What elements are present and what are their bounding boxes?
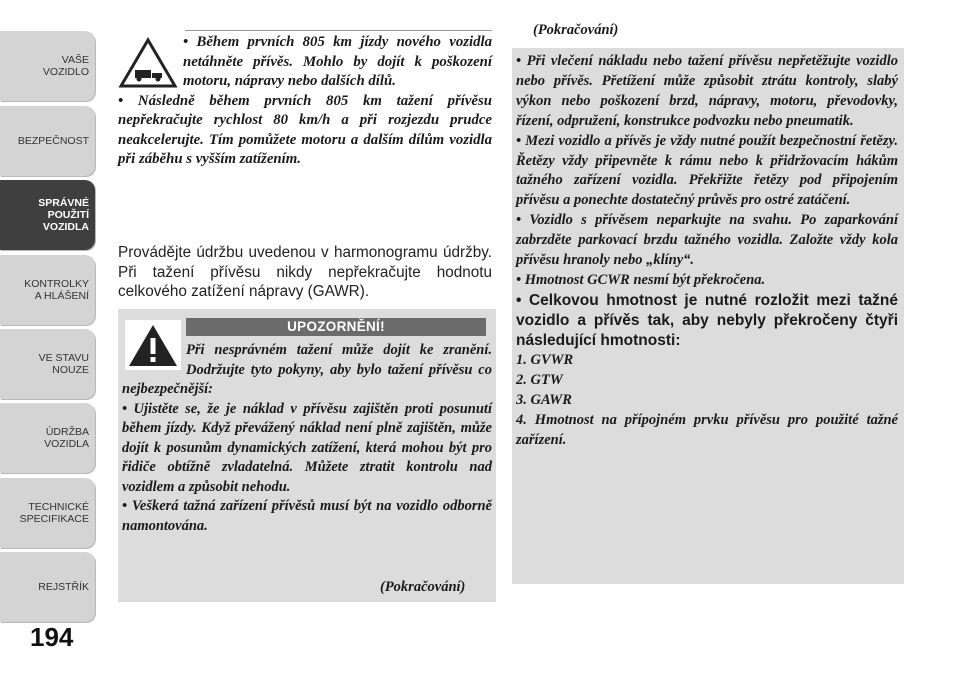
list-item: 2. GTW: [516, 371, 563, 388]
right-bullet-5: • Celkovou hmotnost je nutné rozložit mezi tažné vozidlo a přívěs tak, aby nebyly překročeny čtyři následující hmotnosti:: [516, 291, 898, 349]
warning-header: UPOZORNĚNÍ!: [186, 318, 486, 336]
list-item: 1. GVWR: [516, 351, 574, 368]
tab-ve-stavu-nouze[interactable]: VE STAVU NOUZE: [0, 329, 95, 399]
continued-label-left: (Pokračování): [380, 579, 466, 595]
caution-text: [118, 33, 492, 170]
right-bullet-1: • Při vlečení nákladu nebo tažení přívěsu nepřetěžujte vozidlo nebo přívěs. Přetížení může způsobit ztrátu kontroly, slabý výkon nebo poškození brzd, nápravy, motoru, převodovky, řízení, odpružení, konstrukce podvozku nebo pneumatik.: [516, 53, 898, 129]
warning-continued-text: [516, 52, 898, 450]
warning-text: [122, 341, 492, 536]
tab-bezpecnost[interactable]: BEZPEČNOST: [0, 106, 95, 176]
page-number: 194: [30, 622, 74, 652]
right-bullet-4: • Hmotnost GCWR nesmí být překročena.: [516, 271, 766, 288]
warning-intro: Při nesprávném tažení může dojít ke zranění. Dodržujte tyto pokyny, aby bylo tažení přívěsu co nejbezpečnější:: [122, 342, 492, 397]
continued-label-right: (Pokračování): [533, 22, 619, 38]
top-rule: [185, 30, 492, 31]
tab-udrzba-vozidla[interactable]: ÚDRŽBA VOZIDLA: [0, 403, 95, 473]
warning-bullet-2: • Veškerá tažná zařízení přívěsů musí být na vozidlo odborně namontována.: [122, 498, 492, 534]
warning-bullet-1: • Ujistěte se, že je náklad v přívěsu zajištěn proti posunutí během jízdy. Když převážený náklad není plně zajištěn, může dojít k posunům dynamických zatížení, která mohou být pro řidiče obtížně zvladatelná. Můžete ztratit kontrolu nad vozidlem a způsobit nehodu.: [122, 400, 492, 495]
caution-bullet-1: • Během prvních 805 km jízdy nového vozidla netáhněte přívěs. Mohlo by dojít k poškození motoru, nápravy nebo dalších dílů.: [183, 34, 492, 89]
caution-bullet-2: • Následně během prvních 805 km tažení přívěsu nepřekračujte rychlost 80 km/h a při rozjezdu prudce neakcelerujte. Tím pomůžete motoru a dalším dílům vozidla při záběhu s vyšším zatížením.: [118, 92, 492, 167]
tab-vase-vozidlo[interactable]: VAŠE VOZIDLO: [0, 31, 95, 101]
maintenance-paragraph: Provádějte údržbu uvedenou v harmonogramu údržby. Při tažení přívěsu nikdy nepřekračujte hodnotu celkového zatížení nápravy (GAWR).: [118, 244, 492, 300]
list-item: 4. Hmotnost na přípojném prvku přívěsu pro použité tažné zařízení.: [516, 411, 898, 448]
tab-spravne-pouziti-vozidla[interactable]: SPRÁVNÉ POUŽITÍ VOZIDLA: [0, 180, 95, 250]
right-bullet-3: • Vozidlo s přívěsem neparkujte na svahu. Po zaparkování zabrzděte parkovací brzdu tažného vozidla. Založte vždy kola přívěsu hranoly nebo „klíny“.: [516, 212, 898, 269]
list-item: 3. GAWR: [516, 391, 572, 408]
right-bullet-2: • Mezi vozidlo a přívěs je vždy nutné použít bezpečnostní řetězy. Řetězy vždy připevněte k rámu nebo k přidržovacím hákům tažného zařízení vozidla. Překřižte řetězy pod připojením přívěsu a ponechte dostatečný průvěs pro ostré zatáčení.: [516, 132, 898, 209]
tab-kontrolky[interactable]: KONTROLKY A HLÁŠENÍ: [0, 255, 95, 325]
tab-technicke-specifikace[interactable]: TECHNICKÉ SPECIFIKACE: [0, 478, 95, 548]
tab-rejstrik[interactable]: REJSTŘÍK: [0, 552, 95, 622]
